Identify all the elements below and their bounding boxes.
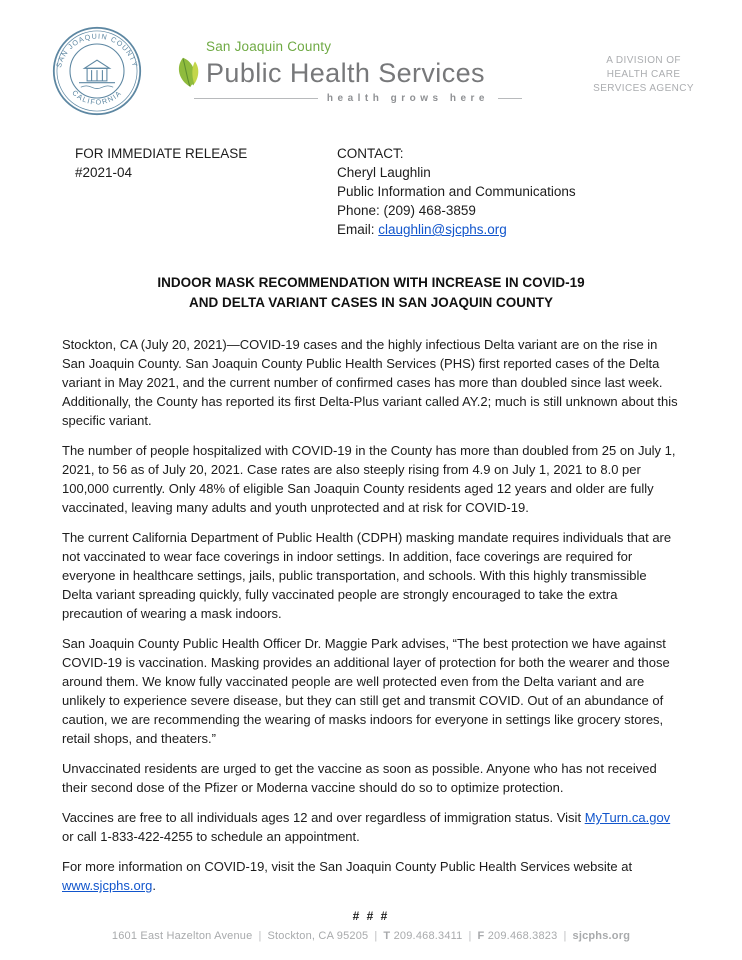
division-line-1: A DIVISION OF xyxy=(606,55,681,66)
press-release-body xyxy=(62,335,680,926)
title-line-2: AND DELTA VARIANT CASES IN SAN JOAQUIN COUNTY xyxy=(188,295,553,310)
footer xyxy=(0,930,742,942)
release-contact-section xyxy=(75,144,742,239)
logo-county-name: San Joaquin County xyxy=(206,39,332,54)
release-number: #2021-04 xyxy=(75,165,133,180)
release-label: FOR IMMEDIATE RELEASE xyxy=(75,146,248,161)
paragraph-5: Unvaccinated residents are urged to get the vaccine as soon as possible. Anyone who has not received their second dose of the Pfizer or Moderna vaccine should do so to optimize protection. xyxy=(62,761,657,795)
footer-separator: | xyxy=(468,930,472,942)
footer-address: 1601 East Hazelton Avenue xyxy=(111,930,253,942)
footer-city: Stockton, CA 95205 xyxy=(267,930,369,942)
seal-top-text: SAN JOAQUIN COUNTY xyxy=(54,31,140,69)
title-line-1: INDOOR MASK RECOMMENDATION WITH INCREASE IN COVID-19 xyxy=(157,275,585,290)
contact-name: Cheryl Laughlin xyxy=(337,165,431,180)
paragraph-1: Stockton, CA (July 20, 2021)—COVID-19 cases and the highly infectious Delta variant are on the rise in San Joaquin County. San Joaquin County Public Health Services (PHS) first reported cases of the Delta variant in May 2021, and the current number of confirmed cases has more than doubled since last week. Additionally, the County has reported its first Delta-Plus variant called AY.2; much is still unknown about this specific variant. xyxy=(62,337,678,428)
footer-fax: 209.468.3823 xyxy=(487,930,558,942)
phs-logo xyxy=(174,26,526,104)
paragraph-7-text-after: . xyxy=(152,878,156,893)
logo-tagline xyxy=(194,93,522,104)
contact-title: Public Information and Communications xyxy=(337,184,576,199)
footer-separator: | xyxy=(258,930,262,942)
contact-email-label: Email: xyxy=(337,222,379,237)
release-info xyxy=(75,144,337,239)
logo-org-name: Public Health Services xyxy=(206,58,485,88)
myturn-link[interactable]: MyTurn.ca.gov xyxy=(584,810,671,825)
tagline-text: health grows here xyxy=(326,93,489,104)
paragraph-6-text-after: or call 1-833-422-4255 to schedule an appointment. xyxy=(62,829,360,844)
footer-separator: | xyxy=(374,930,378,942)
footer-phone-label: T xyxy=(383,930,391,942)
header xyxy=(0,0,742,116)
footer-separator: | xyxy=(563,930,567,942)
paragraph-2: The number of people hospitalized with COVID-19 in the County has more than doubled from 25 on July 1, 2021, to 56 as of July 20, 2021. Case rates are also steeply rising from 4.9 on July 1, 2021 to 8.0 per 100,000 currently. Only 48% of eligible San Joaquin County residents aged 12 years and older are fully vaccinated, leaving many adults and youth unprotected and at risk for COVID-19. xyxy=(62,443,676,515)
seal-bottom-text: CALIFORNIA xyxy=(70,88,124,107)
seal-emblem xyxy=(79,60,115,88)
county-seal-graphic xyxy=(52,26,142,116)
contact-email-line xyxy=(337,220,576,239)
paragraph-7-text: For more information on COVID-19, visit the San Joaquin County Public Health Services website at xyxy=(62,859,633,874)
contact-phone: Phone: (209) 468-3859 xyxy=(337,203,476,218)
end-mark: # # # xyxy=(352,909,390,923)
tagline-rule-right xyxy=(498,98,522,99)
footer-phone: 209.468.3411 xyxy=(393,930,463,942)
paragraph-6-text: Vaccines are free to all individuals ages 12 and over regardless of immigration status. Visit xyxy=(62,810,585,825)
footer-fax-label: F xyxy=(477,930,485,942)
division-text xyxy=(593,54,694,96)
division-line-2: HEALTH CARE xyxy=(606,69,681,80)
svg-text:CALIFORNIA xyxy=(70,88,123,107)
paragraph-3: The current California Department of Public Health (CDPH) masking mandate requires individuals that are not vaccinated to wear face coverings in indoor settings. In addition, face coverings are required for everyone in healthcare settings, jails, public transportation, and schools. With this highly transmissible Delta variant spreading quickly, fully vaccinated people are strongly encouraged to take the extra precaution of wearing a mask indoors. xyxy=(62,530,672,621)
county-seal xyxy=(52,26,142,116)
tagline-rule-left xyxy=(194,98,318,99)
paragraph-4: San Joaquin County Public Health Officer Dr. Maggie Park advises, “The best protection we have against COVID-19 is vaccination. Masking provides an additional layer of protection for both the wearer and those around them. We know fully vaccinated people are well protected even from the Delta variant and are unlikely to experience severe disease, but they can still get and transmit COVID. Out of an abundance of caution, we are recommending the wearing of masks indoors for everyone in settings like grocery stores, retail shops, and theaters.” xyxy=(62,636,670,746)
sjcphs-website-link[interactable]: www.sjcphs.org xyxy=(62,878,153,893)
footer-website: sjcphs.org xyxy=(572,930,631,942)
paragraph-7 xyxy=(62,857,680,895)
leaf-icon xyxy=(174,55,204,89)
contact-email-link[interactable]: claughlin@sjcphs.org xyxy=(378,222,507,237)
contact-label: CONTACT: xyxy=(337,146,404,161)
paragraph-6 xyxy=(62,808,680,846)
svg-text:SAN JOAQUIN COUNTY xyxy=(54,31,140,68)
press-release-title xyxy=(60,273,682,313)
contact-info xyxy=(337,144,576,239)
division-line-3: SERVICES AGENCY xyxy=(593,83,694,94)
